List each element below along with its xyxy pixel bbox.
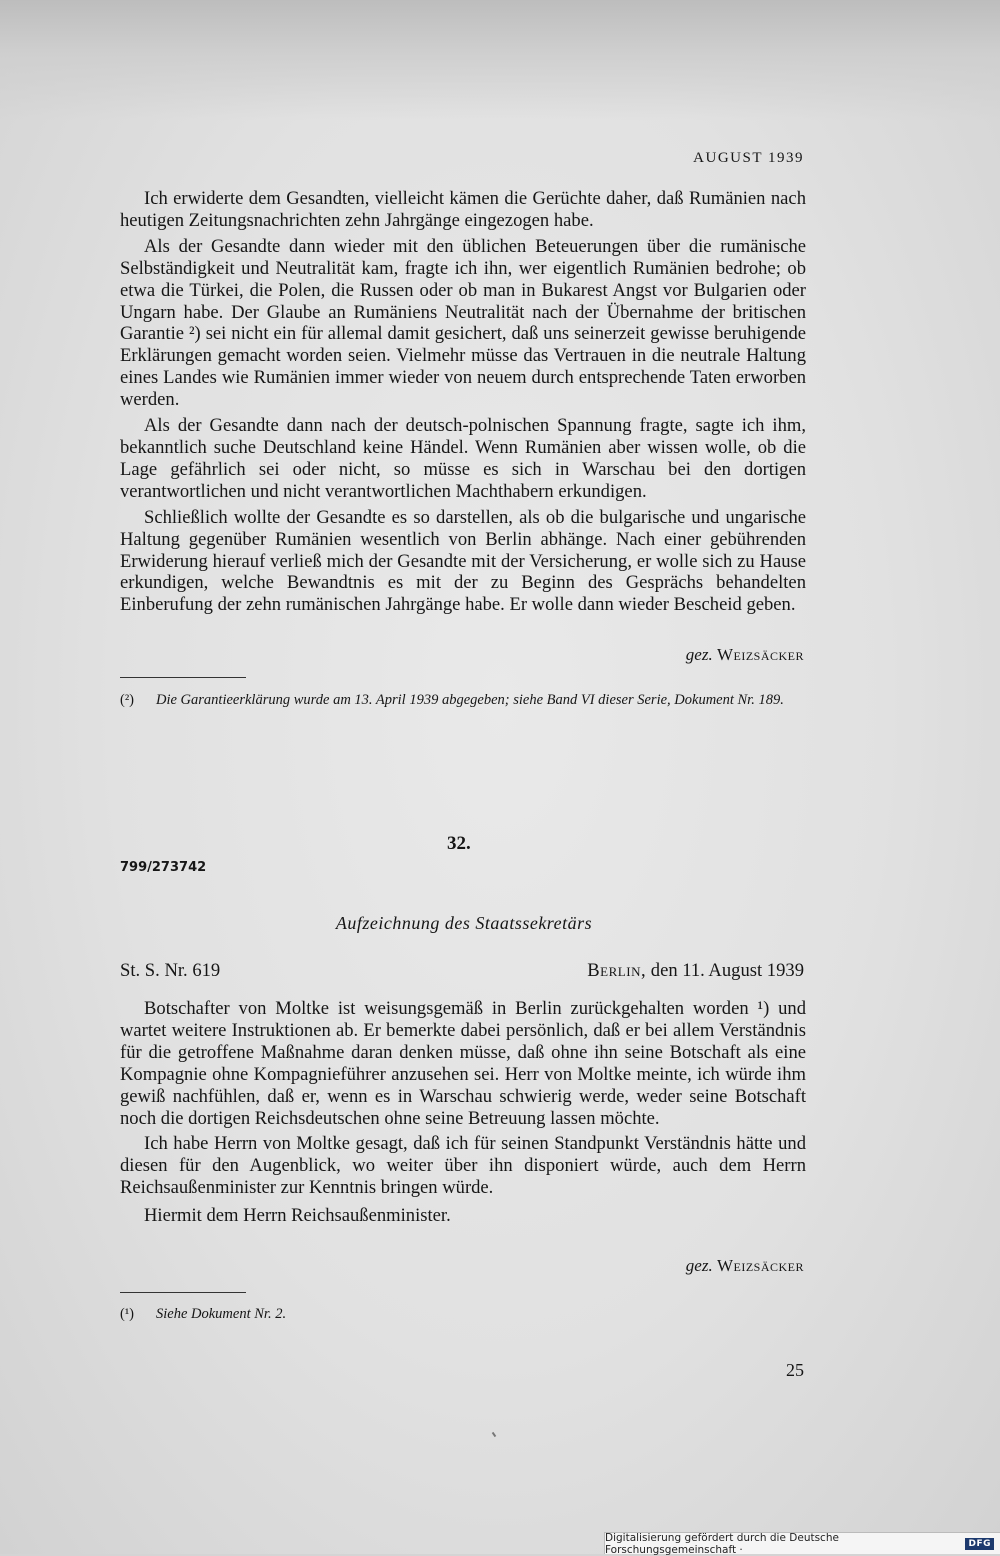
doc32-footnote	[120, 1306, 806, 1324]
running-head: AUGUST 1939	[693, 150, 804, 166]
footnote-text: Siehe Dokument Nr. 2.	[156, 1306, 287, 1322]
signature-prefix: gez.	[685, 645, 713, 664]
place-date	[587, 960, 804, 982]
page-number: 25	[786, 1360, 804, 1380]
footnote-rule	[120, 677, 246, 678]
doc31-footnote	[120, 692, 806, 710]
scan-mark	[492, 1432, 497, 1437]
doc31-paragraph-3: Als der Gesandte dann nach der deutsch-polnischen Spannung fragte, sagte ich ihm, bekanntlich suche Deutschland keine Händel. Wenn Rumänien aber wissen wolle, ob die Lage gefährlich sei oder nicht, so müsse es sich in Warschau bei den dortigen verantwortlichen und nicht verantwortlichen Machthabern erkundigen.	[120, 415, 806, 502]
doc32-body	[120, 998, 806, 1227]
doc32-paragraph-1: Botschafter von Moltke ist weisungsgemäß in Berlin zurückgehalten worden ¹) und wartet weitere Instruktionen ab. Er bemerkte dabei persönlich, daß er bei allem Verständnis für die getroffene Maßnahme daran denken müsse, daß ohne ihn seine Botschaft als eine Kompagnie ohne Kompagnieführer anzusehen sei. Herr von Moltke meinte, ich würde ihm gewiß nachfühlen, daß er, wenn es in Warschau schwierig werde, weder seine Botschaft noch die dortigen Reichsdeutschen ohne seine Betreuung lassen möchte.	[120, 998, 806, 1129]
doc31-paragraph-4: Schließlich wollte der Gesandte es so darstellen, als ob die bulgarische und ungarische Haltung gegenüber Rumänien wesentlich von Berlin abhänge. Nach einer gebührenden Erwiderung hierauf verließ mich der Gesandte mit der Versicherung, er wolle sich zu Hause erkundigen, welche Bewandtnis es mit der zu Beginn des Gesprächs behandelten Einberufung der zehn rumänischen Jahrgänge habe. Er wolle dann wieder Bescheid geben.	[120, 506, 806, 616]
document-title: Aufzeichnung des Staatssekretärs	[335, 913, 593, 933]
doc32-signature	[686, 1256, 804, 1276]
date: den 11. August 1939	[650, 960, 804, 981]
document-number: 32.	[447, 833, 471, 854]
scan-top-shadow	[0, 0, 1000, 120]
doc32-paragraph-3: Hiermit dem Herrn Reichsaußenminister.	[144, 1205, 451, 1227]
signature-name: Weizsäcker	[716, 645, 804, 664]
doc31-body	[120, 188, 806, 616]
footnote-number: (¹)	[120, 1306, 135, 1322]
reference-number: St. S. Nr. 619	[120, 960, 221, 981]
doc31-signature	[686, 645, 804, 665]
signature-name: Weizsäcker	[716, 1256, 804, 1275]
footer-text: Digitalisierung gefördert durch die Deutsche Forschungsgemeinschaft ·	[605, 1531, 839, 1556]
file-number: 799/273742	[120, 860, 207, 875]
footnote-text: Die Garantieerklärung wurde am 13. April 1939 abgegeben; siehe Band VI dieser Serie, Dokument Nr. 189.	[156, 692, 784, 708]
dfg-logo-icon: DFG	[965, 1538, 994, 1550]
digitization-footer	[604, 1532, 1000, 1554]
doc31-paragraph-2: Als der Gesandte dann wieder mit den üblichen Beteuerungen über die rumänische Selbständigkeit und Neutralität kam, fragte ich ihn, wer eigentlich Rumänien bedrohe; ob etwa die Türkei, die Polen, die Russen oder ob man in Bukarest Angst vor Bulgarien oder Ungarn habe. Der Glaube an Rumäniens Neutralität nach der Übernahme der britischen Garantie ²) sei nicht ein für allemal damit gesichert, daß uns seinerzeit gewisse beruhigende Erklärungen gemacht worden seien. Vielmehr müsse das Vertrauen in die neutrale Haltung eines Landes wie Rumänien immer wieder von neuem durch entsprechende Taten erworben werden.	[120, 235, 806, 411]
signature-prefix: gez.	[685, 1256, 713, 1275]
doc32-paragraph-2: Ich habe Herrn von Moltke gesagt, daß ich für seinen Standpunkt Verständnis hätte und diesen für den Augenblick, wo weiter über ihn disponiert würde, auch dem Herrn Reichsaußenminister zur Kenntnis bringen würde.	[120, 1133, 806, 1199]
footnote-number: (²)	[120, 692, 135, 708]
footnote-rule	[120, 1292, 246, 1293]
doc31-paragraph-1: Ich erwiderte dem Gesandten, vielleicht kämen die Gerüchte daher, daß Rumänien nach heutigen Zeitungsnachrichten zehn Jahrgänge eingezogen habe.	[120, 188, 806, 231]
place: Berlin,	[587, 960, 647, 981]
